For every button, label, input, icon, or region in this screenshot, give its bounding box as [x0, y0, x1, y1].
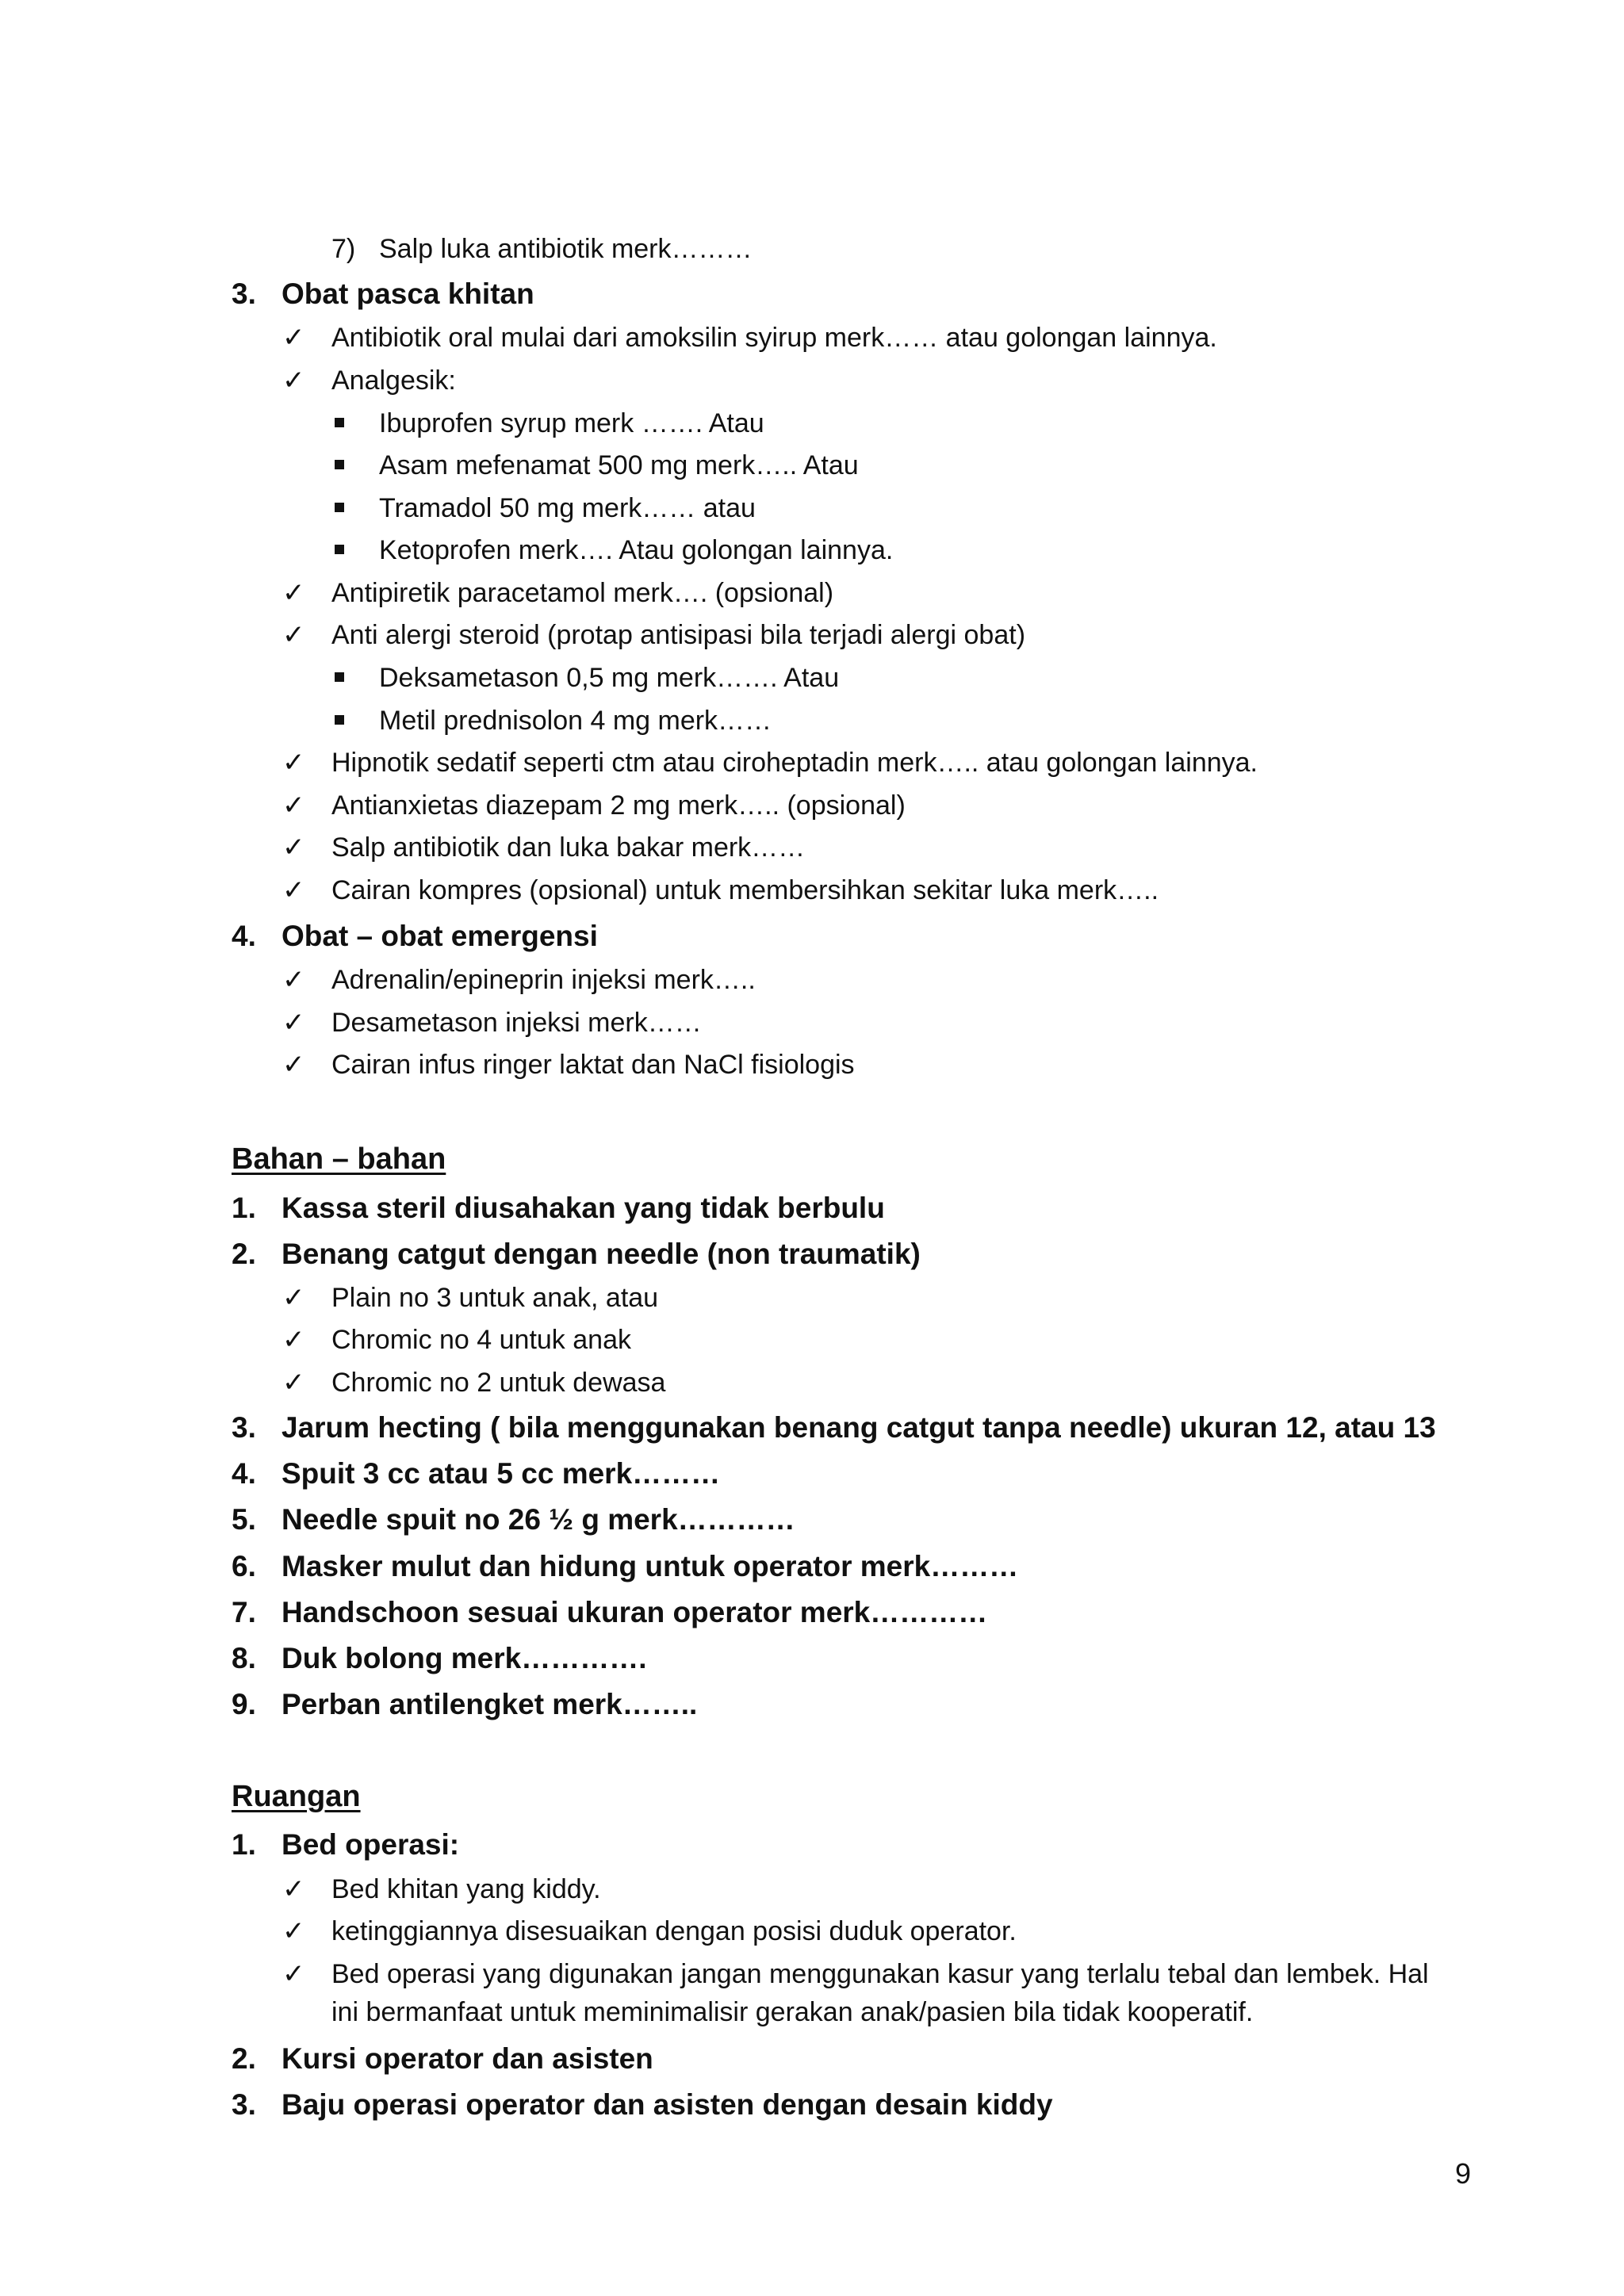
list-item-continuation: ini bermanfaat untuk meminimalisir gerakan anak/pasien bila tidak kooperatif.: [331, 1997, 1254, 2027]
square-bullet-icon: [335, 418, 344, 427]
check-icon: ✓: [282, 1873, 305, 1905]
list-item: ketinggiannya disesuaikan dengan posisi duduk operator.: [331, 1916, 1017, 1946]
check-icon: ✓: [282, 832, 305, 863]
section-title-bahan: Bahan – bahan: [232, 1142, 446, 1176]
list-item: Bed operasi yang digunakan jangan menggunakan kasur yang terlalu tebal dan lembek. Hal: [331, 1959, 1429, 1989]
check-icon: ✓: [282, 1367, 305, 1399]
list-item: Antipiretik paracetamol merk…. (opsional): [331, 578, 834, 608]
list-item: Kassa steril diusahakan yang tidak berbulu: [282, 1192, 885, 1224]
check-icon: ✓: [282, 747, 305, 779]
check-icon: ✓: [282, 1007, 305, 1039]
list-item: Analgesik:: [331, 365, 456, 396]
section-heading: Obat pasca khitan: [282, 277, 534, 310]
list-item: Duk bolong merk………….: [282, 1642, 647, 1674]
list-item: Ketoprofen merk…. Atau golongan lainnya.: [379, 535, 894, 565]
list-item: Asam mefenamat 500 mg merk….. Atau: [379, 450, 859, 480]
list-number: 9.: [232, 1688, 256, 1720]
list-item: Salp antibiotik dan luka bakar merk……: [331, 832, 806, 863]
list-number: 2.: [232, 2042, 256, 2075]
square-bullet-icon: [335, 460, 344, 469]
list-item: Chromic no 2 untuk dewasa: [331, 1368, 666, 1398]
list-item: Kursi operator dan asisten: [282, 2042, 653, 2075]
list-item: Plain no 3 untuk anak, atau: [331, 1283, 659, 1313]
list-item: Adrenalin/epineprin injeksi merk…..: [331, 965, 756, 995]
check-icon: ✓: [282, 1915, 305, 1947]
section-title-ruangan: Ruangan: [232, 1780, 361, 1813]
check-icon: ✓: [282, 365, 305, 396]
list-item: Hipnotik sedatif seperti ctm atau ciroheptadin merk….. atau golongan lainnya.: [331, 748, 1258, 778]
list-number: 7): [331, 234, 356, 264]
check-icon: ✓: [282, 1324, 305, 1356]
list-number: 2.: [232, 1238, 256, 1270]
list-item: Benang catgut dengan needle (non traumatik): [282, 1238, 921, 1270]
list-item: Metil prednisolon 4 mg merk……: [379, 706, 772, 736]
list-item: Deksametason 0,5 mg merk……. Atau: [379, 663, 840, 693]
check-icon: ✓: [282, 619, 305, 651]
list-number: 6.: [232, 1550, 256, 1582]
list-item: Masker mulut dan hidung untuk operator merk………: [282, 1550, 1019, 1582]
list-number: 4.: [232, 1457, 256, 1490]
list-item: Perban antilengket merk……..: [282, 1688, 698, 1720]
page-number: 9: [1455, 2157, 1472, 2190]
square-bullet-icon: [335, 715, 344, 725]
list-item: Antianxietas diazepam 2 mg merk….. (opsional): [331, 790, 906, 821]
square-bullet-icon: [335, 503, 344, 512]
check-icon: ✓: [282, 322, 305, 354]
check-icon: ✓: [282, 1282, 305, 1314]
list-number: 1.: [232, 1828, 256, 1861]
list-number: 7.: [232, 1596, 256, 1628]
list-number: 1.: [232, 1192, 256, 1224]
list-item: Chromic no 4 untuk anak: [331, 1325, 631, 1355]
list-item: Ibuprofen syrup merk ……. Atau: [379, 408, 764, 438]
list-number: 5.: [232, 1503, 256, 1536]
check-icon: ✓: [282, 964, 305, 996]
list-item: Jarum hecting ( bila menggunakan benang catgut tanpa needle) ukuran 12, atau 13: [282, 1411, 1436, 1444]
list-item: Spuit 3 cc atau 5 cc merk………: [282, 1457, 721, 1490]
list-item: Salp luka antibiotik merk………: [379, 234, 753, 264]
list-item: Antibiotik oral mulai dari amoksilin syirup merk…… atau golongan lainnya.: [331, 323, 1217, 353]
section-heading: Obat – obat emergensi: [282, 920, 598, 952]
list-item: Needle spuit no 26 ½ g merk…………: [282, 1503, 795, 1536]
check-icon: ✓: [282, 874, 305, 906]
list-number: 8.: [232, 1642, 256, 1674]
list-item: Baju operasi operator dan asisten dengan desain kiddy: [282, 2088, 1053, 2121]
square-bullet-icon: [335, 545, 344, 554]
check-icon: ✓: [282, 1049, 305, 1081]
list-item: Desametason injeksi merk……: [331, 1008, 702, 1038]
list-item: Tramadol 50 mg merk…… atau: [379, 493, 756, 523]
list-item: Bed operasi:: [282, 1828, 460, 1861]
list-item: Cairan infus ringer laktat dan NaCl fisiologis: [331, 1050, 855, 1080]
square-bullet-icon: [335, 672, 344, 682]
check-icon: ✓: [282, 577, 305, 609]
check-icon: ✓: [282, 790, 305, 821]
list-number: 3.: [232, 2088, 256, 2121]
list-item: Anti alergi steroid (protap antisipasi bila terjadi alergi obat): [331, 620, 1026, 650]
list-number: 3.: [232, 1411, 256, 1444]
list-item: Handschoon sesuai ukuran operator merk…………: [282, 1596, 988, 1628]
list-item: Cairan kompres (opsional) untuk membersihkan sekitar luka merk…..: [331, 875, 1159, 905]
list-number: 4.: [232, 920, 256, 952]
list-item: Bed khitan yang kiddy.: [331, 1874, 601, 1904]
check-icon: ✓: [282, 1958, 305, 1990]
list-number: 3.: [232, 277, 256, 310]
